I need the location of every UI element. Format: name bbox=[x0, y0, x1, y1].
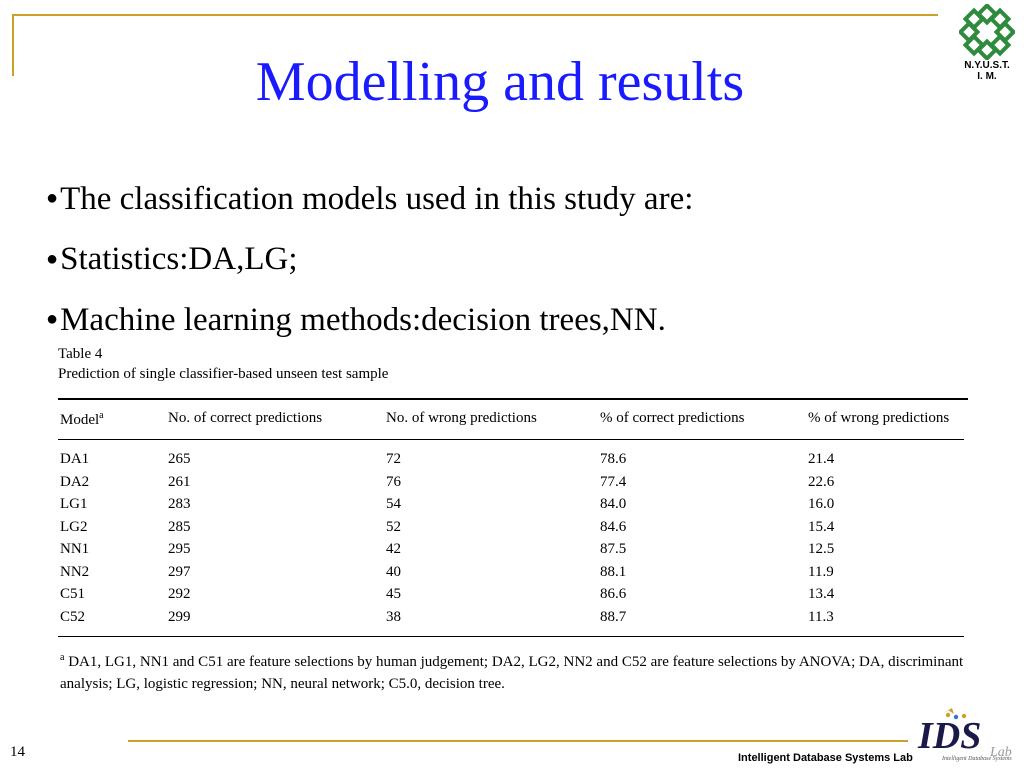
footnote-text: DA1, LG1, NN1 and C51 are feature selections by human judgement; DA2, LG2, NN2 and C52 are feature selections by ANOVA; DA, discriminant analysis; LG, logistic regression; NN, neural network; C5.0, decision tree. bbox=[60, 654, 964, 692]
cell-correct-count: 283 bbox=[168, 496, 191, 512]
frame-top-line bbox=[12, 14, 938, 16]
cell-correct-pct: 88.7 bbox=[600, 608, 627, 625]
nyust-emblem-icon bbox=[959, 4, 1015, 60]
bullet-dot-icon: ● bbox=[46, 247, 59, 270]
header-wrong-count: No. of wrong predictions bbox=[386, 410, 537, 426]
bullet-dot-icon: ● bbox=[46, 187, 59, 210]
header-correct-count: No. of correct predictions bbox=[168, 410, 323, 426]
cell-wrong-count: 42 bbox=[386, 541, 401, 557]
cell-wrong-pct: 15.4 bbox=[808, 518, 835, 535]
cell-wrong-count: 38 bbox=[386, 608, 401, 625]
cell-wrong-pct: 13.4 bbox=[808, 586, 835, 602]
cell-wrong-count: 52 bbox=[386, 518, 401, 535]
cell-correct-pct: 78.6 bbox=[600, 451, 627, 467]
header-model-superscript: a bbox=[99, 410, 104, 421]
header-correct-pct: % of correct predictions bbox=[600, 410, 745, 426]
table-row bbox=[58, 583, 964, 606]
cell-wrong-count: 54 bbox=[386, 496, 401, 512]
table-header-row bbox=[58, 400, 964, 440]
frame-bottom-line bbox=[128, 740, 908, 742]
ids-arc-text: Intelligent Database Systems bbox=[942, 756, 1012, 762]
cell-correct-count: 299 bbox=[168, 608, 191, 625]
ids-logo-text: IDS bbox=[918, 715, 982, 757]
cell-model: C52 bbox=[60, 608, 86, 625]
cell-correct-pct: 86.6 bbox=[600, 586, 627, 602]
bullet-item bbox=[46, 230, 693, 290]
bullet-text: Machine learning methods:decision trees,NN. bbox=[60, 301, 666, 338]
nyust-caption-line1: N.Y.U.S.T. bbox=[964, 60, 1010, 71]
cell-model: LG2 bbox=[60, 518, 88, 535]
cell-model: DA2 bbox=[60, 473, 90, 490]
footnote-marker: a bbox=[60, 652, 65, 663]
header-wrong-pct: % of wrong predictions bbox=[808, 410, 950, 426]
cell-wrong-pct: 22.6 bbox=[808, 473, 835, 490]
ids-lab-text: Lab bbox=[990, 745, 1012, 760]
cell-correct-count: 297 bbox=[168, 563, 191, 580]
nyust-caption-line2: I. M. bbox=[977, 71, 997, 82]
header-model-text: Model bbox=[60, 412, 100, 428]
bullet-item bbox=[46, 170, 693, 230]
bullet-text: The classification models used in this study are: bbox=[60, 181, 694, 217]
table-row bbox=[58, 538, 964, 561]
table-row bbox=[58, 561, 964, 584]
cell-correct-pct: 87.5 bbox=[600, 541, 627, 557]
cell-wrong-count: 76 bbox=[386, 473, 401, 490]
results-table-figure bbox=[58, 344, 968, 695]
cell-correct-count: 265 bbox=[168, 451, 191, 467]
table-caption: Prediction of single classifier-based unseen test sample bbox=[58, 366, 389, 382]
results-table bbox=[58, 400, 964, 637]
table-row bbox=[58, 606, 964, 637]
table-row bbox=[58, 493, 964, 516]
bullet-item bbox=[46, 291, 693, 351]
bullet-list bbox=[46, 170, 693, 351]
cell-correct-pct: 77.4 bbox=[600, 473, 627, 490]
table-row bbox=[58, 516, 964, 539]
cell-model: NN2 bbox=[60, 563, 90, 580]
cell-wrong-count: 72 bbox=[386, 451, 401, 467]
cell-correct-pct: 88.1 bbox=[600, 563, 627, 580]
cell-wrong-pct: 16.0 bbox=[808, 496, 835, 512]
header-model bbox=[58, 400, 166, 440]
cell-correct-pct: 84.6 bbox=[600, 518, 627, 535]
cell-correct-count: 295 bbox=[168, 541, 191, 557]
cell-model: DA1 bbox=[60, 451, 90, 467]
cell-wrong-count: 40 bbox=[386, 563, 401, 580]
cell-correct-count: 261 bbox=[168, 473, 191, 490]
cell-wrong-pct: 11.9 bbox=[808, 563, 834, 580]
bullet-text: Statistics:DA,LG; bbox=[60, 241, 298, 278]
table-footnote bbox=[58, 647, 968, 695]
cell-model: NN1 bbox=[60, 541, 90, 557]
nyust-logo bbox=[950, 4, 1024, 84]
slide-title: Modelling and results bbox=[255, 51, 745, 113]
cell-wrong-pct: 21.4 bbox=[808, 451, 835, 467]
cell-wrong-count: 45 bbox=[386, 586, 401, 602]
bullet-dot-icon: ● bbox=[46, 308, 59, 331]
cell-wrong-pct: 11.3 bbox=[808, 608, 834, 625]
cell-correct-count: 285 bbox=[168, 518, 191, 535]
table-label: Table 4 bbox=[58, 346, 103, 362]
lab-name-footer: Intelligent Database Systems Lab bbox=[738, 752, 913, 764]
cell-model: C51 bbox=[60, 586, 86, 602]
table-row bbox=[58, 471, 964, 494]
ids-lab-logo bbox=[912, 708, 1020, 766]
table-row bbox=[58, 440, 964, 471]
page-number: 14 bbox=[10, 744, 25, 760]
cell-model: LG1 bbox=[60, 496, 88, 512]
cell-wrong-pct: 12.5 bbox=[808, 541, 835, 557]
cell-correct-pct: 84.0 bbox=[600, 496, 627, 512]
cell-correct-count: 292 bbox=[168, 586, 191, 602]
